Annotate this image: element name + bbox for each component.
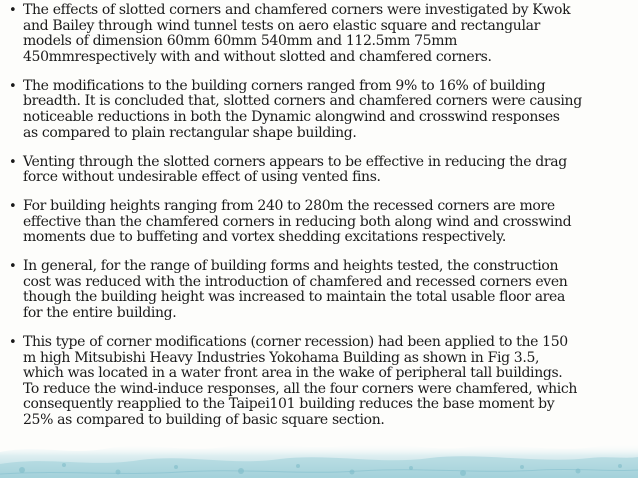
bullet-line: which was located in a water front area in the wake of peripheral tall buildings. [23, 365, 563, 382]
bullet-line: To reduce the wind-induce responses, all the four corners were chamfered, which [23, 380, 578, 397]
bullet-list [9, 3, 634, 442]
bullet-line: This type of corner modifications (corner recession) had been applied to the 150 [23, 334, 568, 351]
bullet-line: moments due to buffeting and vortex shedding excitations respectively. [23, 229, 506, 246]
bullet-line: effective than the chamfered corners in reducing both along wind and crosswind [23, 213, 572, 230]
bullet-line: In general, for the range of building forms and heights tested, the construction [23, 258, 559, 275]
bullet-item [9, 79, 634, 141]
bullet-line: For building heights ranging from 240 to 280m the recessed corners are more [23, 198, 555, 215]
bullet-line: as compared to plain rectangular shape building. [23, 124, 357, 141]
bullet-line: 450mmrespectively with and without slotted and chamfered corners. [23, 48, 492, 65]
bullet-item [9, 259, 634, 321]
bullet-item [9, 335, 634, 429]
bullet-line: Venting through the slotted corners appears to be effective in reducing the drag [23, 153, 567, 170]
bullet-line: The modifications to the building corners ranged from 9% to 16% of building [23, 77, 546, 94]
bullet-dot-icon: • [9, 259, 17, 275]
bullet-dot-icon: • [9, 78, 17, 94]
bullet-line: for the entire building. [23, 305, 177, 322]
bullet-line: noticeable reductions in both the Dynamic alongwind and crosswind responses [23, 108, 560, 125]
bullet-line: and Bailey through wind tunnel tests on aero elastic square and rectangular [23, 17, 540, 34]
bullet-line: consequently reapplied to the Taipei101 building reduces the base moment by [23, 396, 555, 413]
bullet-dot-icon: • [9, 3, 17, 18]
bullet-dot-icon: • [9, 335, 17, 351]
bullet-item [9, 155, 634, 186]
bullet-line: 25% as compared to building of basic square section. [23, 412, 385, 429]
bullet-item [9, 3, 634, 65]
bullet-line: breadth. It is concluded that, slotted corners and chamfered corners were causing [23, 93, 582, 110]
bullet-line: cost was reduced with the introduction of chamfered and recessed corners even [23, 273, 568, 290]
bullet-line: m high Mitsubishi Heavy Industries Yokohama Building as shown in Fig 3.5, [23, 349, 540, 366]
bullet-line: force without undesirable effect of using vented fins. [23, 169, 381, 186]
bullet-dot-icon: • [9, 154, 17, 170]
bullet-line: though the building height was increased to maintain the total usable floor area [23, 289, 565, 306]
bullet-line: models of dimension 60mm 60mm 540mm and 112.5mm 75mm [23, 33, 458, 50]
bullet-item [9, 199, 634, 246]
bullet-dot-icon: • [9, 199, 17, 215]
bullet-line: The effects of slotted corners and chamfered corners were investigated by Kwok [23, 2, 571, 18]
